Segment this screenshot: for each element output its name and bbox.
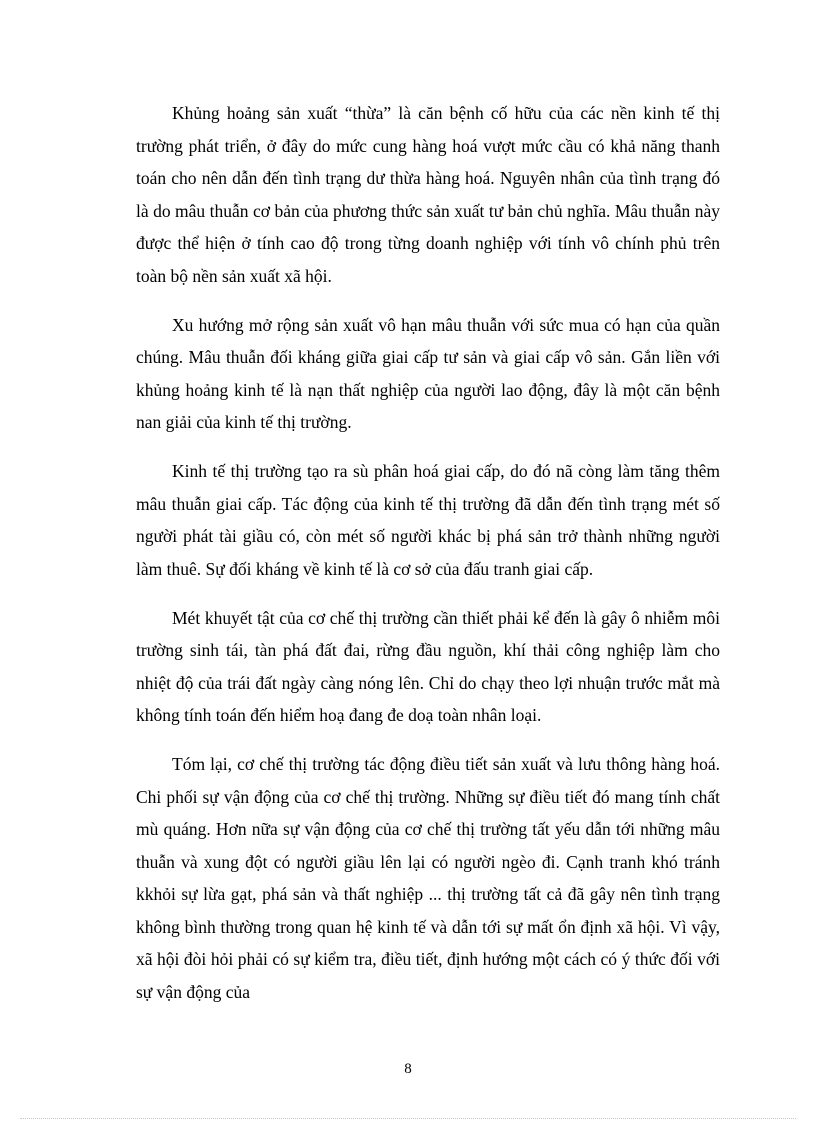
paragraph-class-differentiation: Kinh tế thị trường tạo ra sù phân hoá giai cấp, do đó nã còng làm tăng thêm mâu thuẫn giai cấp. Tác động của kinh tế thị trường đã dẫn đến tình trạng mét số người phát tài giầu có, còn mét số người khác bị phá sản trở thành những người làm thuê. Sự đối kháng về kinh tế là cơ sở của đấu tranh giai cấp. (136, 461, 720, 579)
page-bottom-divider (20, 1118, 796, 1119)
paragraph-overproduction-crisis: Khủng hoảng sản xuất “thừa” là căn bệnh cố hữu của các nền kinh tế thị trường phát triển, ở đây do mức cung hàng hoá vượt mức cầu có khả năng thanh toán cho nên dẫn đến tình trạng dư thừa hàng hoá. Nguyên nhân của tình trạng đó là do mâu thuẫn cơ bản của phương thức sản xuất tư bản chủ nghĩa. Mâu thuẫn này được thể hiện ở tính cao độ trong từng doanh nghiệp với tính vô chính phủ trên toàn bộ nền sản xuất xã hội. (136, 103, 720, 286)
paragraph-production-expansion: Xu hướng mở rộng sản xuất vô hạn mâu thuẫn với sức mua có hạn của quần chúng. Mâu thuẫn đối kháng giữa giai cấp tư sản và giai cấp vô sản. Gắn liền với khủng hoảng kinh tế là nạn thất nghiệp của người lao động, đây là một căn bệnh nan giải của kinh tế thị trường. (136, 314, 720, 432)
body-text (136, 97, 720, 1025)
page-number: 8 (404, 1061, 412, 1077)
paragraph-environmental-pollution: Mét khuyết tật của cơ chế thị trường cần thiết phải kể đến là gây ô nhiễm môi trường sinh tái, tàn phá đất đai, rừng đầu nguồn, khí thải công nghiệp làm cho nhiệt độ của trái đất ngày càng nóng lên. Chỉ do chạy theo lợi nhuận trước mắt mà không tính toán đến hiểm hoạ đang đe doạ toàn nhân loại. (136, 607, 720, 725)
paragraph-conclusion: Tóm lại, cơ chế thị trường tác động điều tiết sản xuất và lưu thông hàng hoá. Chi phối sự vận động của cơ chế thị trường. Những sự điều tiết đó mang tính chất mù quáng. Hơn nữa sự vận động của cơ chế thị trường tất yếu dẫn tới những mâu thuẫn và xung đột có người giầu lên lại có người ngèo đi. Cạnh tranh khó tránh kkhỏi sự lừa gạt, phá sản và thất nghiệp ... thị trường tất cả đã gây nên tình trạng không bình thường trong quan hệ kinh tế và dẫn tới sự mất ổn định xã hội. Vì vậy, xã hội đòi hỏi phải có sự kiểm tra, điều tiết, định hướng một cách có ý thức đối với sự vận động của (136, 754, 720, 1002)
